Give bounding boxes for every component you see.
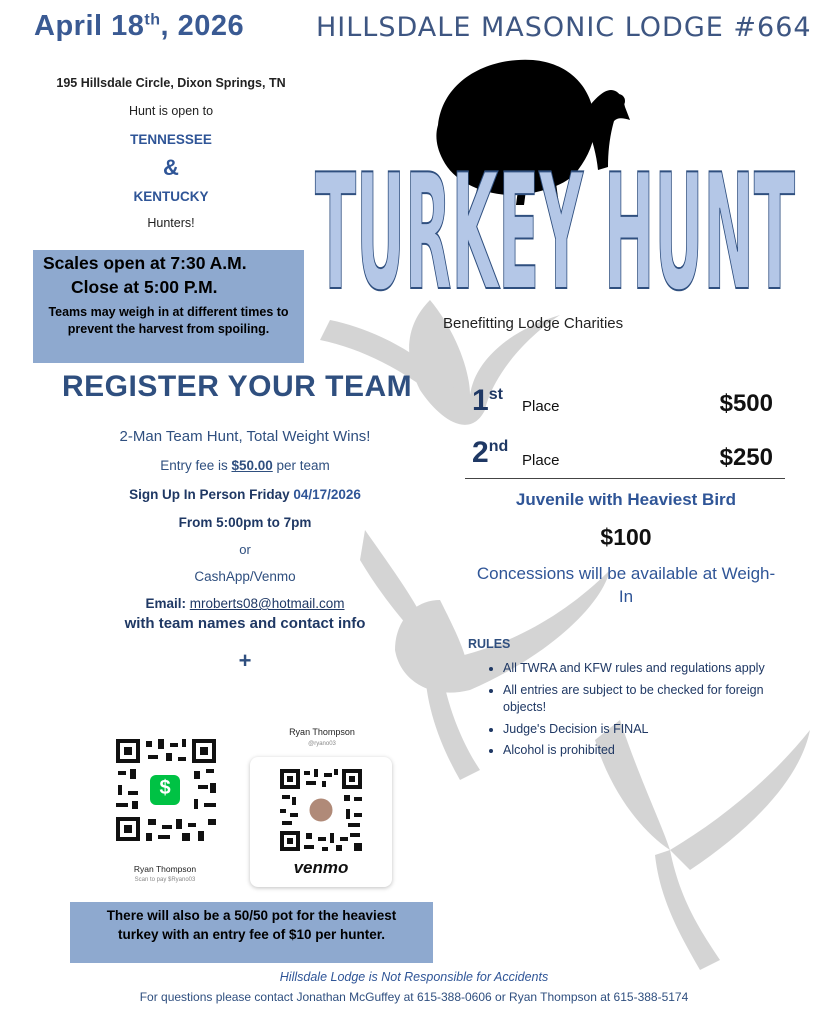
rule-item: • All entries are subject to be checked for foreign objects! bbox=[503, 682, 803, 717]
plus-sign: + bbox=[238, 648, 252, 673]
entry-fee-text: Entry fee is $50.00 per team bbox=[160, 458, 330, 473]
or-text: or bbox=[239, 542, 251, 557]
register-block bbox=[55, 428, 435, 674]
intro-block bbox=[30, 76, 312, 230]
benefit-text: Benefitting Lodge Charities bbox=[443, 315, 624, 332]
signup-text: Sign Up In Person Friday 04/17/2026 bbox=[129, 487, 361, 502]
address: 195 Hillsdale Circle, Dixon Springs, TN bbox=[56, 76, 286, 90]
event-date: April 18th, 2026 bbox=[34, 10, 245, 42]
venmo-qr-card[interactable] bbox=[250, 757, 392, 887]
venmo-handle: @ryano03 bbox=[308, 741, 336, 747]
scales-note: Teams may weigh in at different times to prevent the harvest from spoiling. bbox=[48, 305, 289, 336]
disclaimer-text: Hillsdale Lodge is Not Responsible for Accidents bbox=[279, 970, 549, 984]
cashapp-icon: $ bbox=[159, 777, 171, 799]
email-line: Email: mroberts08@hotmail.com bbox=[145, 596, 345, 611]
cashapp-name: Ryan Thompson bbox=[133, 864, 197, 874]
cashapp-venmo-text: CashApp/Venmo bbox=[194, 569, 296, 584]
venmo-logo: venmo bbox=[293, 858, 349, 877]
venmo-qr-code bbox=[278, 767, 364, 853]
turkey-hunt-title-text: TURKEY HUNT bbox=[315, 150, 795, 300]
prize-divider bbox=[465, 478, 785, 479]
hunters-text: Hunters! bbox=[147, 216, 195, 230]
rule-item: • All TWRA and KFW rules and regulations apply bbox=[503, 660, 803, 678]
rule-item: • Alcohol is prohibited bbox=[503, 742, 803, 760]
hours-text: From 5:00pm to 7pm bbox=[178, 515, 312, 530]
turkey-hunt-title bbox=[305, 150, 805, 300]
email-link[interactable]: mroberts08@hotmail.com bbox=[189, 596, 345, 611]
prize-extra bbox=[460, 490, 792, 609]
rule-item: • Judge's Decision is FINAL bbox=[503, 721, 803, 739]
pot-box: There will also be a 50/50 pot for the heaviest turkey with an entry fee of $10 per hunter. bbox=[70, 902, 433, 963]
team-info-text: with team names and contact info bbox=[124, 615, 366, 632]
open-to-text: Hunt is open to bbox=[128, 104, 214, 118]
rules-list bbox=[485, 660, 803, 764]
lodge-name: HILLSDALE MASONIC LODGE #664 bbox=[316, 12, 812, 43]
juvenile-amount: $100 bbox=[600, 524, 652, 550]
juvenile-text: Juvenile with Heaviest Bird bbox=[515, 490, 737, 509]
rules-heading: RULES bbox=[468, 637, 511, 651]
scales-close: Close at 5:00 P.M. bbox=[71, 277, 218, 297]
state-kentucky: KENTUCKY bbox=[133, 189, 209, 204]
first-place: 1st Place $500 bbox=[472, 384, 773, 417]
concessions-text: Concessions will be available at Weigh-In bbox=[476, 564, 776, 606]
scales-open: Scales open at 7:30 A.M. bbox=[43, 253, 247, 273]
venmo-name: Ryan Thompson bbox=[289, 727, 355, 737]
register-heading: REGISTER YOUR TEAM bbox=[62, 370, 413, 403]
state-tennessee: TENNESSEE bbox=[130, 132, 212, 147]
contact-text: For questions please contact Jonathan McGuffey at 615-388-0606 or Ryan Thompson at 615-388-5174 bbox=[139, 990, 689, 1004]
second-place: 2nd Place $250 bbox=[472, 436, 773, 471]
team-hunt-text: 2-Man Team Hunt, Total Weight Wins! bbox=[119, 428, 371, 445]
scales-box bbox=[33, 250, 304, 363]
cashapp-qr-card[interactable] bbox=[112, 735, 220, 845]
ampersand: & bbox=[163, 155, 179, 180]
cashapp-sub: Scan to pay $Ryano03 bbox=[134, 877, 196, 883]
